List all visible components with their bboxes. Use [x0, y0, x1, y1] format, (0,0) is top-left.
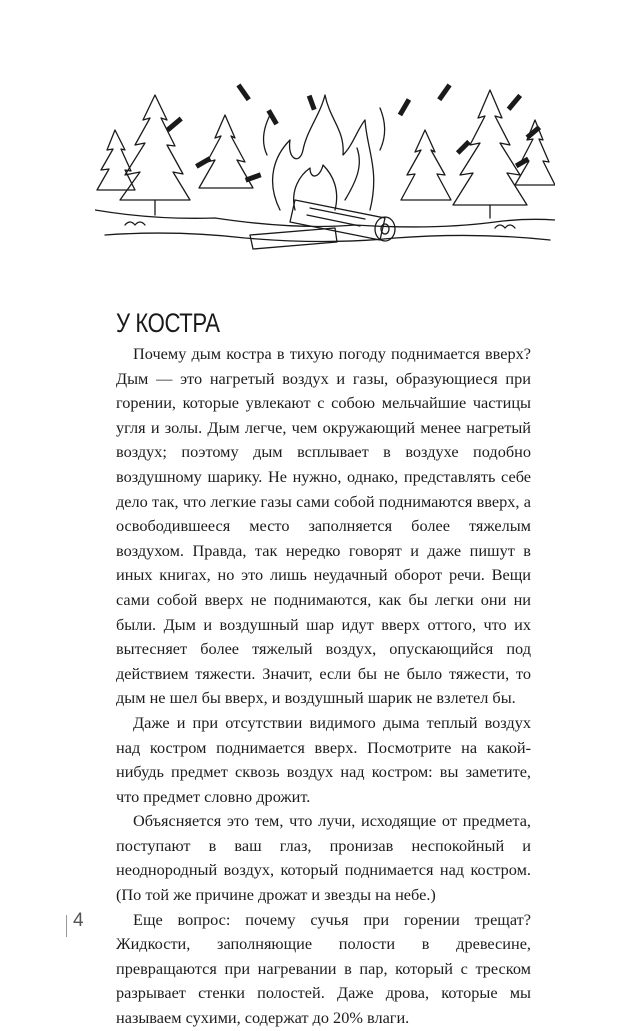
paragraph: Объясняется это тем, что лучи, исходящие от предмета, поступают в ваш глаз, пронизав неспокойный и неоднородный воздух, который поднимается над костром. (По той же причине дрожат и звезды на небе.) — [116, 811, 531, 905]
page-number-rule — [66, 915, 67, 937]
flames — [264, 95, 385, 210]
tree-right — [401, 90, 555, 218]
tree-left — [97, 95, 190, 215]
page-number: 4 — [73, 910, 84, 931]
campfire-illustration — [95, 60, 555, 250]
body-text — [116, 342, 531, 1031]
tree-left-2 — [199, 115, 253, 188]
paragraph: Почему дым костра в тихую погоду поднимается вверх? Дым — это нагретый воздух и газы, образующиеся при горении, которые увлекают с собою мельчайшие частицы угля и золы. Дым легче, чем окружающий менее нагретый воздух; поэтому дым всплывает в воздухе подобно воздушному шарику. Не нужно, однако, представлять себе дело так, что легкие газы сами собой поднимаются вверх, а освободившееся место заполняется более тяжелым воздухом. Правда, так нередко говорят и даже пишут в иных книгах, но это лишь неудачный оборот речи. Вещи сами собой вверх не поднимаются, как бы легки они ни были. Дым и воздушный шар идут вверх оттого, что их вытесняет более тяжелый воздух, опускающийся под действием тяжести. Значит, если бы не было тяжести, то дым не шел бы вверх, и воздушный шарик не взлетел бы. — [116, 344, 531, 708]
section-heading: У КОСТРА — [116, 308, 220, 338]
paragraph: Даже и при отсутствии видимого дыма теплый воздух над костром поднимается вверх. Посмотрите на какой-нибудь предмет сквозь воздух над костром: вы заметите, что предмет словно дрожит. — [116, 712, 531, 806]
paragraph: Еще вопрос: почему сучья при горении трещат? Жидкости, заполняющие полости в древесине, превращаются при нагревании в пар, который с треском разрывает стенки полостей. Даже дрова, которые мы называем сухими, содержат до 20% влаги. — [116, 909, 531, 1028]
sparks — [166, 83, 541, 182]
